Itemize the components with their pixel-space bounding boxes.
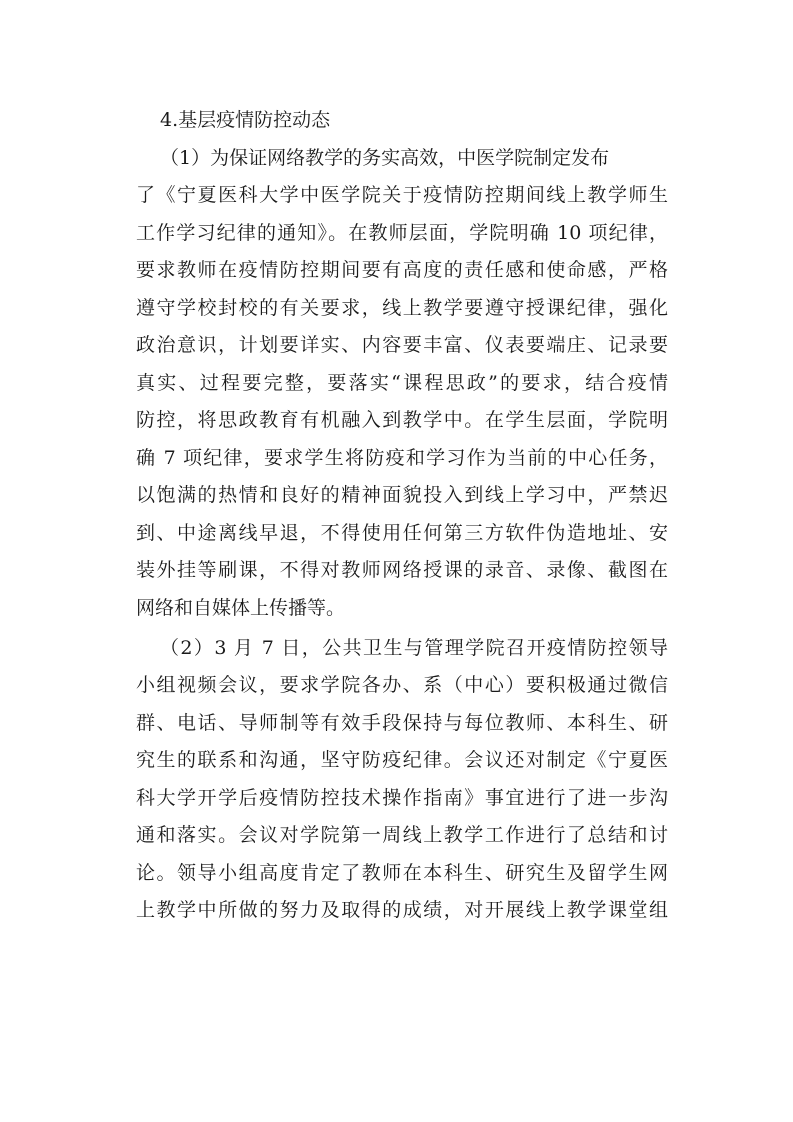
paragraph-line: 通和落实。会议对学院第一周线上教学工作进行了总结和讨: [136, 824, 668, 846]
paragraph-line: 群、电话、导师制等有效手段保持与每位教师、本科生、研: [136, 712, 668, 734]
paragraph-line: （1）为保证网络教学的务实高效，中医学院制定发布: [160, 147, 610, 169]
paragraph-line: 上教学中所做的努力及取得的成绩，对开展线上教学课堂组: [136, 899, 668, 921]
paragraph-line: 科大学开学后疫情防控技术操作指南》事宜进行了进一步沟: [136, 787, 668, 809]
paragraph-line: 防控，将思政教育有机融入到教学中。在学生层面，学院明: [136, 409, 668, 431]
paragraph-line: 政治意识，计划要详实、内容要丰富、仪表要端庄、记录要: [136, 334, 668, 356]
paragraph-line: （2）3 月 7 日，公共卫生与管理学院召开疫情防控领导: [160, 637, 668, 659]
paragraph-line: 到、中途离线早退，不得使用任何第三方软件伪造地址、安: [136, 522, 668, 544]
paragraph-line: 真实、过程要完整，要落实“课程思政”的要求，结合疫情: [136, 372, 668, 394]
paragraph-line: 小组视频会议，要求学院各办、系（中心）要积极通过微信: [136, 674, 668, 696]
paragraph-line: 以饱满的热情和良好的精神面貌投入到线上学习中，严禁迟: [136, 484, 668, 506]
paragraph-line: 究生的联系和沟通，坚守防疫纪律。会议还对制定《宁夏医: [136, 749, 668, 771]
paragraph-line: 工作学习纪律的通知》。在教师层面，学院明确 10 项纪律，: [136, 222, 668, 244]
paragraph-line: 网络和自媒体上传播等。: [136, 597, 346, 619]
paragraph-line: 了《宁夏医科大学中医学院关于疫情防控期间线上教学师生: [136, 184, 668, 206]
paragraph-line: 论。领导小组高度肯定了教师在本科生、研究生及留学生网: [136, 862, 668, 884]
section-heading: 4.基层疫情防控动态: [160, 109, 331, 131]
paragraph-line: 确 7 项纪律，要求学生将防疫和学习作为当前的中心任务，: [136, 447, 668, 469]
paragraph-line: 遵守学校封校的有关要求，线上教学要遵守授课纪律，强化: [136, 297, 668, 319]
paragraph-line: 装外挂等刷课，不得对教师网络授课的录音、录像、截图在: [136, 559, 668, 581]
paragraph-line: 要求教师在疫情防控期间要有高度的责任感和使命感，严格: [136, 259, 668, 281]
